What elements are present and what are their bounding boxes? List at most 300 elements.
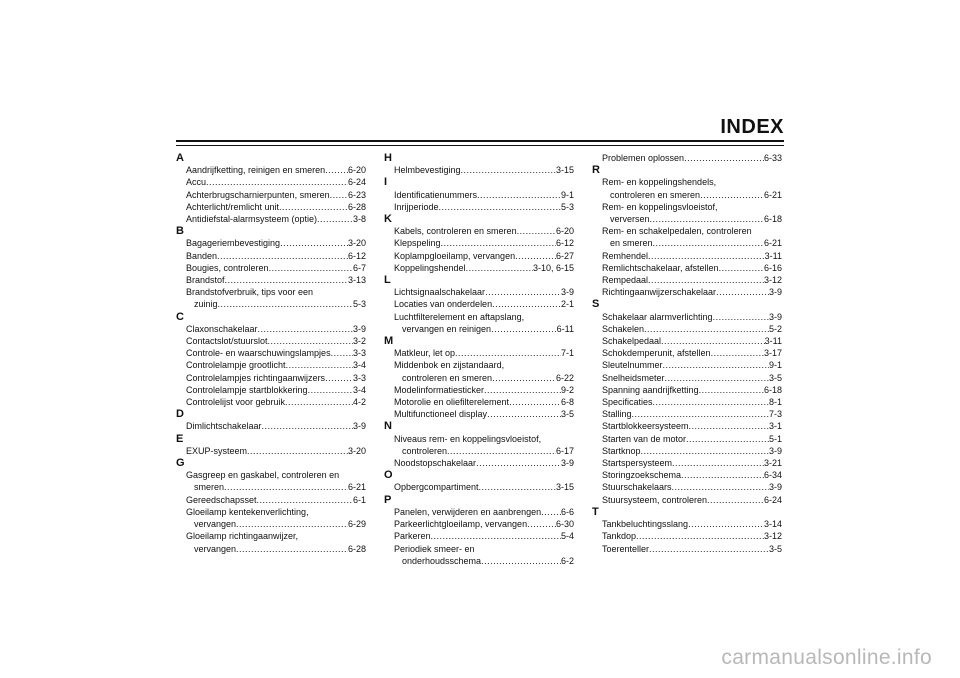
- index-entry: [176, 237, 366, 249]
- index-entry-text: Locaties van onderdelen: [394, 299, 493, 310]
- index-entry: [176, 481, 366, 493]
- index-entry-text: Schakelpedaal: [602, 336, 662, 347]
- index-entry-page: 6-27: [555, 250, 574, 261]
- index-entry: [592, 274, 782, 286]
- index-entry-page: 3-10, 6-15: [532, 262, 574, 273]
- index-entry-page: 3-20: [347, 238, 366, 249]
- dot-leader: [644, 323, 769, 335]
- dot-leader: [224, 481, 348, 493]
- index-entry-text: Achterbrugscharnierpunten, smeren: [186, 189, 330, 200]
- index-entry: [384, 518, 574, 530]
- dot-leader: [641, 445, 769, 457]
- dot-leader: [236, 518, 348, 530]
- title-rule-thick: [176, 140, 784, 142]
- index-entry: [592, 335, 782, 347]
- index-entry-text: Spanning aandrijfketting: [602, 384, 699, 395]
- index-entry-page: 3-8: [352, 214, 366, 225]
- index-entry-page: 6-24: [347, 177, 366, 188]
- index-entry-page: 6-7: [352, 262, 366, 273]
- index-entry-page: 3-17: [763, 348, 782, 359]
- index-entry-text: Parkeerlichtgloeilamp, vervangen: [394, 519, 528, 530]
- index-entry-page: 3-5: [768, 543, 782, 554]
- index-entry-text: en smeren: [610, 238, 653, 249]
- index-entry-page: 6-34: [763, 470, 782, 481]
- index-entry-page: 5-3: [560, 201, 574, 212]
- index-entry: [384, 189, 574, 201]
- index-entry-page: 3-2: [352, 336, 366, 347]
- index-entry: [384, 506, 574, 518]
- index-entry-text: Dimlichtschakelaar: [186, 421, 262, 432]
- index-entry-text: vervangen en reinigen: [402, 323, 492, 334]
- index-entry-text: smeren: [194, 482, 225, 493]
- index-entry-text: controleren en smeren: [610, 189, 701, 200]
- index-entry-text: Kabels, controleren en smeren: [394, 226, 517, 237]
- index-entry: [176, 262, 366, 274]
- dot-leader: [280, 237, 348, 249]
- index-entry-text: Controlelampje grootlicht: [186, 360, 286, 371]
- index-entry: [384, 225, 574, 237]
- dot-leader: [218, 298, 353, 310]
- index-entry-text: controleren en smeren: [402, 372, 493, 383]
- dot-leader: [649, 543, 769, 555]
- index-entry-page: 3-9: [352, 421, 366, 432]
- index-entry-text: Specificaties: [602, 397, 653, 408]
- index-entry-page: 6-20: [555, 226, 574, 237]
- index-column-2: [384, 152, 574, 567]
- index-entry-text: vervangen: [194, 519, 237, 530]
- index-entry: [384, 286, 574, 298]
- index-entry-page: 6-18: [763, 384, 782, 395]
- index-entry-page: 6-24: [763, 494, 782, 505]
- index-entry: [592, 189, 782, 201]
- index-entry-page: 3-9: [768, 311, 782, 322]
- index-entry-text: Bougies, controleren: [186, 262, 269, 273]
- index-entry-page: 3-15: [555, 482, 574, 493]
- index-entry-text: Toerenteller: [602, 543, 650, 554]
- index-entry-text: Snelheidsmeter: [602, 372, 665, 383]
- dot-leader: [541, 506, 561, 518]
- dot-leader: [481, 555, 561, 567]
- index-entry: [592, 347, 782, 359]
- index-entry-text: controleren: [402, 445, 448, 456]
- index-entry: [592, 530, 782, 542]
- dot-leader: [257, 494, 353, 506]
- dot-leader: [653, 396, 769, 408]
- section-letter: B: [176, 225, 184, 238]
- index-entry-page: 6-12: [347, 250, 366, 261]
- dot-leader: [487, 408, 561, 420]
- index-entry-text-line: Middenbok en zijstandaard,: [394, 360, 505, 371]
- index-entry-text: Startknop: [602, 445, 641, 456]
- index-entry-page: 9-2: [560, 384, 574, 395]
- dot-leader: [491, 323, 557, 335]
- index-entry-text: Koplampgloeilamp, vervangen: [394, 250, 516, 261]
- dot-leader: [258, 323, 353, 335]
- index-entry: [176, 201, 366, 213]
- index-entry: [176, 213, 366, 225]
- index-entry-page: 3-5: [560, 409, 574, 420]
- index-entry: [592, 311, 782, 323]
- section-letter: T: [592, 505, 599, 518]
- index-entry-text: Motorolie en oliefilterelement: [394, 397, 510, 408]
- index-entry-page: 6-21: [347, 482, 366, 493]
- index-entry-text: onderhoudsschema: [402, 555, 482, 566]
- index-entry-text: Modelinformatiesticker: [394, 384, 485, 395]
- index-entry-page: 5-3: [352, 299, 366, 310]
- index-entry-page: 3-3: [352, 372, 366, 383]
- index-entry-text: Controlelijst voor gebruik: [186, 397, 286, 408]
- index-entry-text: Stalling: [602, 409, 632, 420]
- index-entry: [176, 543, 366, 555]
- dot-leader: [509, 396, 561, 408]
- dot-leader: [517, 225, 556, 237]
- index-entry-page: 6-1: [352, 494, 366, 505]
- dot-leader: [247, 445, 348, 457]
- dot-leader: [217, 250, 348, 262]
- index-entry-page: 8-1: [768, 397, 782, 408]
- section-letter: C: [176, 310, 184, 323]
- index-entry-page: 3-15: [555, 165, 574, 176]
- index-entry-text: Antidiefstal-alarmsysteem (optie): [186, 214, 318, 225]
- dot-leader: [331, 347, 353, 359]
- dot-leader: [492, 372, 556, 384]
- index-entry-text: Controlelampjes richtingaanwijzers: [186, 372, 326, 383]
- index-entry-text: Opbergcompartiment: [394, 482, 479, 493]
- dot-leader: [236, 543, 348, 555]
- index-entry: [592, 433, 782, 445]
- index-entry-page: 9-1: [768, 360, 782, 371]
- section-letter: P: [384, 493, 392, 506]
- index-entry-page: 3-5: [768, 372, 782, 383]
- index-entry: [384, 347, 574, 359]
- index-entry-text: Tankbeluchtingsslang: [602, 519, 689, 530]
- index-entry-text: Remlichtschakelaar, afstellen: [602, 262, 719, 273]
- index-entry-page: 6-30: [555, 519, 574, 530]
- dot-leader: [206, 176, 348, 188]
- index-entry: [592, 445, 782, 457]
- index-entry-text: Controlelampje startblokkering: [186, 384, 308, 395]
- index-entry-text-line: Luchtfilterelement en aftapslang,: [394, 311, 525, 322]
- index-entry: [176, 298, 366, 310]
- watermark: carmanualsonline.info: [721, 646, 932, 669]
- index-entry-page: 3-21: [763, 458, 782, 469]
- dot-leader: [672, 457, 764, 469]
- index-entry-text: Schakelen: [602, 323, 645, 334]
- dot-leader: [716, 286, 769, 298]
- index-entry-text: Brandstof: [186, 275, 225, 286]
- index-entry: [592, 286, 782, 298]
- index-entry-page: 6-8: [560, 397, 574, 408]
- dot-leader: [447, 445, 556, 457]
- index-entry-text: Tankdop: [602, 531, 637, 542]
- dot-leader: [653, 237, 764, 249]
- index-entry: [592, 469, 782, 481]
- index-entry-text-line: Gasgreep en gaskabel, controleren en: [186, 470, 340, 481]
- index-entry-text: Schakelaar alarmverlichting: [602, 311, 713, 322]
- dot-leader: [325, 372, 353, 384]
- index-entry: [592, 323, 782, 335]
- index-entry-text: Aandrijfketting, reinigen en smeren: [186, 165, 326, 176]
- dot-leader: [711, 347, 764, 359]
- index-entry-text: Multifunctioneel display: [394, 409, 488, 420]
- index-entry-text: vervangen: [194, 543, 237, 554]
- section-letter: M: [384, 335, 394, 348]
- dot-leader: [661, 335, 765, 347]
- index-entry-page: 5-2: [768, 323, 782, 334]
- index-entry: [592, 384, 782, 396]
- dot-leader: [461, 164, 556, 176]
- index-entry: [176, 164, 366, 176]
- index-entry: [384, 555, 574, 567]
- index-entry-text: Richtingaanwijzerschakelaar: [602, 287, 717, 298]
- index-entry: [384, 457, 574, 469]
- index-entry-page: 5-1: [768, 433, 782, 444]
- index-entry-page: 3-13: [347, 275, 366, 286]
- index-entry-page: 3-4: [352, 360, 366, 371]
- index-entry-page: 3-9: [768, 482, 782, 493]
- index-entry: [176, 335, 366, 347]
- index-entry-page: 6-11: [556, 323, 574, 334]
- dot-leader: [707, 494, 764, 506]
- index-entry-page: 3-4: [352, 384, 366, 395]
- index-entry: [176, 274, 366, 286]
- index-entry: [592, 518, 782, 530]
- index-entry-text: Koppelingshendel: [394, 262, 466, 273]
- index-entry: [384, 164, 574, 176]
- index-entry: [176, 189, 366, 201]
- dot-leader: [636, 530, 764, 542]
- index-entry-page: 6-20: [347, 165, 366, 176]
- index-entry: [176, 420, 366, 432]
- index-entry-text: Identificatienummers: [394, 189, 478, 200]
- index-entry-page: 2-1: [560, 299, 574, 310]
- index-entry-text: Noodstopschakelaar: [394, 458, 477, 469]
- dot-leader: [441, 237, 556, 249]
- section-letter: L: [384, 274, 391, 287]
- index-entry: [384, 408, 574, 420]
- dot-leader: [648, 250, 765, 262]
- index-entry: [592, 457, 782, 469]
- index-entry-page: 3-1: [768, 421, 782, 432]
- index-entry-page: 3-12: [763, 275, 782, 286]
- index-entry: [176, 518, 366, 530]
- index-entry: [592, 237, 782, 249]
- index-entry: [384, 262, 574, 274]
- index-entry-page: 6-18: [763, 214, 782, 225]
- index-entry: [384, 445, 574, 457]
- index-entry-text-line: Gloeilamp kentekenverlichting,: [186, 506, 309, 517]
- index-entry-page: 3-9: [560, 458, 574, 469]
- index-entry-text: Stuurschakelaars: [602, 482, 672, 493]
- index-entry: [592, 494, 782, 506]
- index-entry-text: Storingzoekschema: [602, 470, 682, 481]
- index-entry: [176, 384, 366, 396]
- index-entry-page: 6-21: [763, 189, 782, 200]
- dot-leader: [492, 298, 561, 310]
- index-entry-page: 5-4: [560, 531, 574, 542]
- index-entry-text: Claxonschakelaar: [186, 323, 258, 334]
- index-entry: [592, 408, 782, 420]
- dot-leader: [681, 469, 764, 481]
- dot-leader: [325, 164, 348, 176]
- dot-leader: [330, 189, 348, 201]
- index-entry-page: 6-16: [763, 262, 782, 273]
- index-entry-text: Schokdemperunit, afstellen: [602, 348, 711, 359]
- dot-leader: [286, 359, 353, 371]
- index-entry: [176, 445, 366, 457]
- index-entry: [176, 372, 366, 384]
- index-entry-text: Bagageriembevestiging: [186, 238, 281, 249]
- dot-leader: [279, 201, 348, 213]
- index-entry-page: 7-1: [560, 348, 574, 359]
- index-entry-page: 6-28: [347, 201, 366, 212]
- index-entry-page: 6-2: [560, 555, 574, 566]
- index-entry: [592, 250, 782, 262]
- dot-leader: [663, 359, 769, 371]
- section-letter: G: [176, 457, 185, 470]
- index-entry: [384, 481, 574, 493]
- index-entry: [176, 250, 366, 262]
- index-entry: [592, 396, 782, 408]
- index-entry-text-line: Rem- en koppelingsvloeistof,: [602, 201, 718, 212]
- index-entry-text: Controle- en waarschuwingslampjes: [186, 348, 331, 359]
- index-entry-text-line: Gloeilamp richtingaanwijzer,: [186, 531, 299, 542]
- index-entry-text: Sleutelnummer: [602, 360, 663, 371]
- dot-leader: [285, 396, 353, 408]
- page-title: INDEX: [720, 116, 784, 138]
- index-entry-page: 3-12: [763, 531, 782, 542]
- index-entry-page: 3-11: [764, 250, 782, 261]
- index-entry-text: Klepspeling: [394, 238, 441, 249]
- index-entry-page: 6-17: [555, 445, 574, 456]
- index-entry-text: Contactslot/stuurslot: [186, 336, 268, 347]
- index-entry-text: Helmbevestiging: [394, 165, 461, 176]
- index-entry-page: 3-3: [352, 348, 366, 359]
- index-entry: [592, 152, 782, 164]
- index-entry-text: zuinig: [194, 299, 218, 310]
- dot-leader: [466, 262, 533, 274]
- index-entry: [384, 372, 574, 384]
- dot-leader: [485, 286, 561, 298]
- index-entry: [592, 359, 782, 371]
- dot-leader: [632, 408, 769, 420]
- index-entry-page: 4-2: [352, 397, 366, 408]
- dot-leader: [317, 213, 353, 225]
- dot-leader: [648, 274, 764, 286]
- dot-leader: [527, 518, 556, 530]
- index-entry-text: Gereedschapsset: [186, 494, 257, 505]
- index-entry-text: Matkleur, let op: [394, 348, 456, 359]
- dot-leader: [713, 311, 769, 323]
- section-letter: S: [592, 298, 600, 311]
- dot-leader: [455, 347, 561, 359]
- index-entry-text: EXUP-systeem: [186, 445, 248, 456]
- index-entry-text: Lichtsignaalschakelaar: [394, 287, 486, 298]
- index-entry: [592, 543, 782, 555]
- index-entry-page: 6-29: [347, 519, 366, 530]
- dot-leader: [484, 384, 561, 396]
- index-entry-text-line: Periodiek smeer- en: [394, 543, 475, 554]
- index-entry-page: 6-28: [347, 543, 366, 554]
- index-entry-text: Rempedaal: [602, 275, 649, 286]
- index-entry: [176, 176, 366, 188]
- dot-leader: [699, 384, 764, 396]
- index-entry: [592, 420, 782, 432]
- index-entry-page: 6-33: [763, 153, 782, 163]
- index-entry-text-line: Rem- en schakelpedalen, controleren: [602, 226, 752, 237]
- title-rule-thin: [176, 145, 784, 146]
- index-entry: [592, 481, 782, 493]
- index-entry-page: 6-6: [560, 506, 574, 517]
- index-entry-text-line: Brandstofverbruik, tips voor een: [186, 287, 314, 298]
- section-letter: A: [176, 152, 184, 164]
- index-entry: [384, 250, 574, 262]
- dot-leader: [476, 457, 561, 469]
- dot-leader: [688, 518, 764, 530]
- index-entry-page: 6-12: [555, 238, 574, 249]
- dot-leader: [700, 189, 764, 201]
- dot-leader: [225, 274, 348, 286]
- index-entry: [384, 237, 574, 249]
- index-entry: [384, 530, 574, 542]
- section-letter: I: [384, 176, 388, 189]
- index-entry: [592, 262, 782, 274]
- dot-leader: [308, 384, 353, 396]
- dot-leader: [431, 530, 561, 542]
- section-letter: E: [176, 432, 184, 445]
- index-entry-page: 7-3: [768, 409, 782, 420]
- index-entry: [592, 372, 782, 384]
- index-entry: [384, 201, 574, 213]
- section-letter: H: [384, 152, 392, 164]
- index-entry: [176, 359, 366, 371]
- section-letter: N: [384, 420, 392, 433]
- index-entry-text: Achterlicht/remlicht unit: [186, 201, 280, 212]
- index-entry-page: 6-22: [555, 372, 574, 383]
- index-entry-text-line: Niveaus rem- en koppelingsvloeistof,: [394, 433, 542, 444]
- index-entry-page: 3-9: [768, 445, 782, 456]
- index-entry-text: Remhendel: [602, 250, 649, 261]
- index-entry-page: 6-23: [347, 189, 366, 200]
- index-entry: [384, 298, 574, 310]
- section-letter: D: [176, 408, 184, 421]
- dot-leader: [268, 335, 353, 347]
- dot-leader: [719, 262, 764, 274]
- dot-leader: [672, 481, 769, 493]
- dot-leader: [665, 372, 769, 384]
- index-entry-text: Accu: [186, 177, 207, 188]
- section-letter: R: [592, 164, 600, 177]
- index-entry-page: 9-1: [560, 189, 574, 200]
- index-entry-text-line: Rem- en koppelingshendels,: [602, 177, 717, 188]
- index-entry: [176, 323, 366, 335]
- index-entry-text: Inrijperiode: [394, 201, 439, 212]
- dot-leader: [684, 152, 764, 164]
- index-entry: [176, 347, 366, 359]
- dot-leader: [439, 201, 561, 213]
- dot-leader: [650, 213, 764, 225]
- dot-leader: [479, 481, 556, 493]
- index-entry: [592, 213, 782, 225]
- index-entry: [176, 494, 366, 506]
- index-column-3: [592, 152, 782, 555]
- dot-leader: [515, 250, 556, 262]
- section-letter: K: [384, 213, 392, 226]
- index-entry-text: Problemen oplossen: [602, 153, 685, 163]
- index-entry-text: verversen: [610, 214, 650, 225]
- index-entry-page: 3-9: [352, 323, 366, 334]
- index-entry-text: Panelen, verwijderen en aanbrengen: [394, 506, 542, 517]
